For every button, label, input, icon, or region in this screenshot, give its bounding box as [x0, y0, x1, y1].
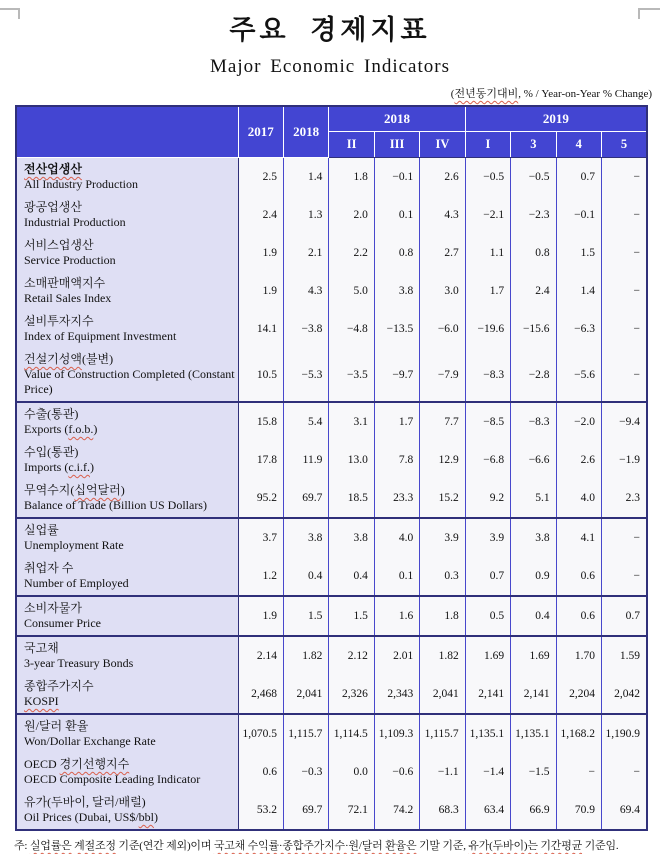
table-header — [16, 106, 647, 158]
value-cell: 2.2 — [329, 234, 374, 272]
value-cell: 1,135.1 — [511, 714, 556, 753]
value-cell: 1.8 — [420, 596, 465, 636]
row-label — [16, 402, 238, 441]
value-cell: −6.0 — [420, 310, 465, 348]
text-segment: ) — [89, 460, 94, 474]
row-label-korean — [24, 795, 236, 810]
text-segment: Balance of Trade (Billion US Dollars) — [24, 498, 207, 512]
row-label-english — [24, 734, 236, 749]
spellchecked-text: 국고채 수익률·종합주가지수·원/달러 환율은 — [213, 840, 417, 852]
value-cell: −1.1 — [420, 753, 465, 791]
spellchecked-text: 십억달러 — [74, 483, 121, 497]
value-cell: 1,070.5 — [238, 714, 283, 753]
value-cell: 1,115.7 — [283, 714, 328, 753]
value-cell: 0.7 — [465, 557, 510, 596]
value-cell: −3.8 — [283, 310, 328, 348]
header-group-2019: 2019 — [465, 106, 647, 132]
spellchecked-text: bbl — [138, 810, 154, 824]
value-cell: 1,135.1 — [465, 714, 510, 753]
row-label-english — [24, 177, 236, 192]
value-cell: −15.6 — [511, 310, 556, 348]
header-subcol-q4: IV — [420, 132, 465, 158]
row-label — [16, 714, 238, 753]
value-cell: −0.6 — [374, 753, 419, 791]
value-cell: 1.4 — [556, 272, 601, 310]
text-segment: ( — [450, 88, 455, 100]
value-cell: 66.9 — [511, 791, 556, 830]
value-cell: 1.9 — [238, 596, 283, 636]
row-label-english — [24, 422, 236, 437]
value-cell: 0.6 — [556, 596, 601, 636]
table-row — [16, 348, 647, 402]
value-cell: 3.7 — [238, 518, 283, 557]
row-label — [16, 441, 238, 479]
text-segment: 취업자 수 — [24, 561, 74, 575]
value-cell: −0.5 — [465, 158, 510, 197]
value-cell: 1.5 — [283, 596, 328, 636]
table-row — [16, 675, 647, 714]
value-cell: 9.2 — [465, 479, 510, 518]
value-cell: −3.5 — [329, 348, 374, 402]
value-cell: 1.8 — [329, 158, 374, 197]
row-label-english — [24, 538, 236, 553]
value-cell: 2.3 — [602, 479, 648, 518]
row-label-english — [24, 460, 236, 475]
row-label-korean — [24, 719, 236, 734]
value-cell: 4.0 — [556, 479, 601, 518]
table-body — [16, 158, 647, 831]
value-cell: 1.5 — [329, 596, 374, 636]
row-label — [16, 791, 238, 830]
value-cell: 2.1 — [283, 234, 328, 272]
table-row — [16, 310, 647, 348]
value-cell: 1.9 — [238, 234, 283, 272]
text-segment: 3-year Treasury Bonds — [24, 656, 134, 670]
value-cell: 95.2 — [238, 479, 283, 518]
spellchecked-text: 전년동기대비 — [454, 88, 519, 100]
value-cell: −19.6 — [465, 310, 510, 348]
header-col-2017: 2017 — [238, 106, 283, 158]
row-label — [16, 479, 238, 518]
header-subcol-q2: II — [329, 132, 374, 158]
row-label-korean — [24, 314, 236, 329]
header-group-2018: 2018 — [329, 106, 465, 132]
row-label-korean — [24, 757, 236, 772]
text-segment: (불변) — [81, 352, 114, 366]
text-segment: , % / Year-on-Year % Change) — [518, 88, 652, 100]
row-label-english — [24, 291, 236, 306]
value-cell: 3.8 — [329, 518, 374, 557]
value-cell: 3.8 — [283, 518, 328, 557]
value-cell: 69.7 — [283, 479, 328, 518]
value-cell: − — [602, 557, 648, 596]
value-cell: 4.1 — [556, 518, 601, 557]
text-segment: OECD Composite Leading Indicator — [24, 772, 201, 786]
row-label-korean — [24, 200, 236, 215]
value-cell: −6.6 — [511, 441, 556, 479]
row-label-korean — [24, 407, 236, 422]
value-cell: 0.0 — [329, 753, 374, 791]
text-segment: ) — [93, 422, 98, 436]
value-cell: 2.14 — [238, 636, 283, 675]
row-label-korean — [24, 641, 236, 656]
value-cell: 1.69 — [465, 636, 510, 675]
text-segment: Unemployment Rate — [24, 538, 124, 552]
row-label — [16, 272, 238, 310]
unit-note — [0, 85, 652, 101]
spellchecked-text: KOSPI — [24, 694, 59, 708]
value-cell: −4.8 — [329, 310, 374, 348]
value-cell: 1.82 — [420, 636, 465, 675]
value-cell: 4.3 — [283, 272, 328, 310]
value-cell: 1,109.3 — [374, 714, 419, 753]
row-label — [16, 753, 238, 791]
row-label — [16, 158, 238, 197]
value-cell: 53.2 — [238, 791, 283, 830]
value-cell: 2.12 — [329, 636, 374, 675]
value-cell: −0.5 — [511, 158, 556, 197]
header-subcol-may: 5 — [602, 132, 648, 158]
value-cell: 0.3 — [420, 557, 465, 596]
value-cell: 2,326 — [329, 675, 374, 714]
row-label-korean — [24, 679, 236, 694]
value-cell: 3.1 — [329, 402, 374, 441]
indicators-table — [15, 105, 648, 831]
value-cell: 3.8 — [511, 518, 556, 557]
text-segment: ) — [154, 810, 158, 824]
text-segment: Oil Prices (Dubai, US$/ — [24, 810, 139, 824]
value-cell: −9.7 — [374, 348, 419, 402]
text-segment: Value of Construction Completed (Constant Price) — [24, 367, 235, 396]
value-cell: − — [602, 348, 648, 402]
text-segment: 소매판매액지수 — [24, 276, 106, 290]
row-label — [16, 348, 238, 402]
table-row — [16, 557, 647, 596]
value-cell: 1.1 — [465, 234, 510, 272]
value-cell: 3.0 — [420, 272, 465, 310]
value-cell: 15.2 — [420, 479, 465, 518]
row-label-english — [24, 329, 236, 344]
value-cell: 2.5 — [238, 158, 283, 197]
row-label-korean — [24, 561, 236, 576]
row-label-english — [24, 498, 236, 513]
table-row — [16, 518, 647, 557]
text-segment: 광공업생산 — [24, 200, 82, 214]
row-label-english — [24, 215, 236, 230]
text-segment: 무역수지( — [24, 483, 75, 497]
value-cell: 0.4 — [511, 596, 556, 636]
text-segment: Industrial Production — [24, 215, 126, 229]
value-cell: −6.8 — [465, 441, 510, 479]
row-label-english — [24, 810, 236, 825]
value-cell: 2.6 — [420, 158, 465, 197]
value-cell: −6.3 — [556, 310, 601, 348]
row-label-korean — [24, 276, 236, 291]
value-cell: −2.3 — [511, 196, 556, 234]
value-cell: 68.3 — [420, 791, 465, 830]
table-row — [16, 441, 647, 479]
header-subcol-q3: III — [374, 132, 419, 158]
spellchecked-text: 건설기성액 — [24, 352, 82, 366]
value-cell: − — [602, 753, 648, 791]
text-segment: 기준임. — [582, 840, 619, 852]
row-label-korean — [24, 162, 236, 177]
spellchecked-text: c.i.f. — [68, 460, 90, 474]
value-cell: − — [556, 753, 601, 791]
table-row — [16, 402, 647, 441]
value-cell: 1,168.2 — [556, 714, 601, 753]
value-cell: 13.0 — [329, 441, 374, 479]
text-segment: 서비스업생산 — [24, 238, 94, 252]
value-cell: 0.6 — [238, 753, 283, 791]
value-cell: 2,141 — [511, 675, 556, 714]
value-cell: −5.6 — [556, 348, 601, 402]
row-label-korean — [24, 523, 236, 538]
table-row — [16, 596, 647, 636]
value-cell: 74.2 — [374, 791, 419, 830]
value-cell: −8.5 — [465, 402, 510, 441]
value-cell: − — [602, 196, 648, 234]
table-row — [16, 636, 647, 675]
value-cell: 1.7 — [465, 272, 510, 310]
value-cell: −8.3 — [511, 402, 556, 441]
row-label — [16, 196, 238, 234]
row-label-korean — [24, 483, 236, 498]
value-cell: 3.9 — [465, 518, 510, 557]
row-label-korean — [24, 445, 236, 460]
table-row — [16, 272, 647, 310]
value-cell: 2,343 — [374, 675, 419, 714]
value-cell: 1.59 — [602, 636, 648, 675]
table-row — [16, 753, 647, 791]
value-cell: 69.7 — [283, 791, 328, 830]
value-cell: − — [602, 234, 648, 272]
header-blank-cell — [16, 106, 238, 158]
header-subcol-mar: 3 — [511, 132, 556, 158]
value-cell: −13.5 — [374, 310, 419, 348]
table-row — [16, 158, 647, 197]
text-segment: 원/달러 환율 — [24, 719, 89, 733]
value-cell: 1.6 — [374, 596, 419, 636]
value-cell: 1.82 — [283, 636, 328, 675]
text-segment: Consumer Price — [24, 616, 101, 630]
value-cell: 1,114.5 — [329, 714, 374, 753]
row-label — [16, 557, 238, 596]
value-cell: 0.8 — [374, 234, 419, 272]
value-cell: − — [602, 158, 648, 197]
document-page — [0, 8, 660, 852]
value-cell: 4.3 — [420, 196, 465, 234]
value-cell: 0.7 — [556, 158, 601, 197]
value-cell: 18.5 — [329, 479, 374, 518]
value-cell: −0.1 — [374, 158, 419, 197]
text-segment: 수출(통관) — [24, 407, 79, 421]
table-row — [16, 196, 647, 234]
text-segment: 기준(연간 제외)이며 — [115, 840, 214, 852]
value-cell: 5.0 — [329, 272, 374, 310]
value-cell: 0.8 — [511, 234, 556, 272]
value-cell: 0.1 — [374, 557, 419, 596]
value-cell: 7.7 — [420, 402, 465, 441]
spellchecked-text: 기간평균 — [540, 840, 583, 852]
value-cell: 0.5 — [465, 596, 510, 636]
value-cell: 1.2 — [238, 557, 283, 596]
value-cell: 2.7 — [420, 234, 465, 272]
table-row — [16, 479, 647, 518]
text-segment: Service Production — [24, 253, 116, 267]
value-cell: −1.5 — [511, 753, 556, 791]
page-corner-mark-right — [638, 8, 660, 19]
value-cell: −2.8 — [511, 348, 556, 402]
row-label — [16, 675, 238, 714]
value-cell: 2,141 — [465, 675, 510, 714]
footnote — [14, 839, 654, 854]
text-segment: 국고채 — [24, 641, 59, 655]
value-cell: 1.70 — [556, 636, 601, 675]
value-cell: 2.4 — [238, 196, 283, 234]
page-subtitle: Major Economic Indicators — [210, 56, 450, 77]
value-cell: 14.1 — [238, 310, 283, 348]
value-cell: 70.9 — [556, 791, 601, 830]
table-row — [16, 234, 647, 272]
row-label — [16, 636, 238, 675]
value-cell: 2,041 — [420, 675, 465, 714]
value-cell: 2.01 — [374, 636, 419, 675]
row-label-korean — [24, 238, 236, 253]
text-segment: 유가(두바이, 달러/배럴) — [24, 795, 146, 809]
value-cell: 12.9 — [420, 441, 465, 479]
text-segment: 설비투자지수 — [24, 314, 94, 328]
text-segment: Number of Employed — [24, 576, 129, 590]
value-cell: −2.0 — [556, 402, 601, 441]
value-cell: 1.3 — [283, 196, 328, 234]
value-cell: −1.4 — [465, 753, 510, 791]
value-cell: 0.7 — [602, 596, 648, 636]
value-cell: − — [602, 518, 648, 557]
text-segment: Index of Equipment Investment — [24, 329, 177, 343]
value-cell: 15.8 — [238, 402, 283, 441]
row-label-english — [24, 656, 236, 671]
text-segment: 종합주가지수 — [24, 679, 94, 693]
value-cell: − — [602, 310, 648, 348]
value-cell: 0.1 — [374, 196, 419, 234]
value-cell: 1,190.9 — [602, 714, 648, 753]
value-cell: 2,042 — [602, 675, 648, 714]
spellchecked-text: 경기선행지수 — [59, 757, 130, 771]
value-cell: 63.4 — [465, 791, 510, 830]
header-subcol-q1: I — [465, 132, 510, 158]
row-label — [16, 310, 238, 348]
value-cell: 72.1 — [329, 791, 374, 830]
value-cell: 11.9 — [283, 441, 328, 479]
value-cell: 1.9 — [238, 272, 283, 310]
spellchecked-text: 전산업생산 — [24, 162, 82, 176]
table-row — [16, 791, 647, 830]
row-label-english — [24, 576, 236, 591]
value-cell: −1.9 — [602, 441, 648, 479]
text-segment: ) — [120, 483, 125, 497]
value-cell: 0.4 — [283, 557, 328, 596]
value-cell: −7.9 — [420, 348, 465, 402]
value-cell: −5.3 — [283, 348, 328, 402]
value-cell: 1.4 — [283, 158, 328, 197]
value-cell: 5.1 — [511, 479, 556, 518]
value-cell: −0.3 — [283, 753, 328, 791]
value-cell: −2.1 — [465, 196, 510, 234]
row-label — [16, 518, 238, 557]
row-label — [16, 234, 238, 272]
spellchecked-text: f.o.b. — [68, 422, 94, 436]
text-segment: Imports ( — [24, 460, 69, 474]
value-cell: 10.5 — [238, 348, 283, 402]
value-cell: 2.0 — [329, 196, 374, 234]
text-segment: 실업률 — [24, 523, 59, 537]
spellchecked-text: 유가(두바이)는 — [468, 840, 538, 852]
value-cell: 1,115.7 — [420, 714, 465, 753]
value-cell: 1.7 — [374, 402, 419, 441]
value-cell: 4.0 — [374, 518, 419, 557]
text-segment: All Industry Production — [24, 177, 138, 191]
value-cell: 23.3 — [374, 479, 419, 518]
row-label-korean — [24, 352, 236, 367]
text-segment: 주: — [14, 840, 30, 852]
value-cell: 0.6 — [556, 557, 601, 596]
value-cell: −0.1 — [556, 196, 601, 234]
value-cell: 2.4 — [511, 272, 556, 310]
row-label-english — [24, 367, 236, 397]
value-cell: 3.8 — [374, 272, 419, 310]
table-row — [16, 714, 647, 753]
header-subcol-apr: 4 — [556, 132, 601, 158]
value-cell: 7.8 — [374, 441, 419, 479]
value-cell: 1.69 — [511, 636, 556, 675]
value-cell: 0.4 — [329, 557, 374, 596]
value-cell: 0.9 — [511, 557, 556, 596]
row-label-english — [24, 772, 236, 787]
value-cell: 2,204 — [556, 675, 601, 714]
text-segment: Retail Sales Index — [24, 291, 112, 305]
text-segment: 수입(통관) — [24, 445, 79, 459]
value-cell: 1.5 — [556, 234, 601, 272]
value-cell: 5.4 — [283, 402, 328, 441]
text-segment: 소비자물가 — [24, 601, 82, 615]
value-cell: 2,041 — [283, 675, 328, 714]
value-cell: 3.9 — [420, 518, 465, 557]
text-segment: Won/Dollar Exchange Rate — [24, 734, 156, 748]
page-corner-mark-left — [0, 8, 20, 19]
row-label-english — [24, 616, 236, 631]
text-segment: 기말 기준, — [416, 840, 469, 852]
spellchecked-text: 실업률은 — [29, 840, 72, 852]
value-cell: 2.6 — [556, 441, 601, 479]
row-label-english — [24, 694, 236, 709]
value-cell: 17.8 — [238, 441, 283, 479]
value-cell: 69.4 — [602, 791, 648, 830]
text-segment: Exports ( — [24, 422, 69, 436]
value-cell: − — [602, 272, 648, 310]
value-cell: −9.4 — [602, 402, 648, 441]
text-segment: OECD — [24, 757, 60, 771]
row-label-english — [24, 253, 236, 268]
page-title: 주요 경제지표 — [229, 15, 431, 45]
row-label — [16, 596, 238, 636]
header-col-2018: 2018 — [283, 106, 328, 158]
value-cell: −8.3 — [465, 348, 510, 402]
row-label-korean — [24, 601, 236, 616]
value-cell: 2,468 — [238, 675, 283, 714]
spellchecked-text: 계절조정 — [74, 840, 116, 852]
